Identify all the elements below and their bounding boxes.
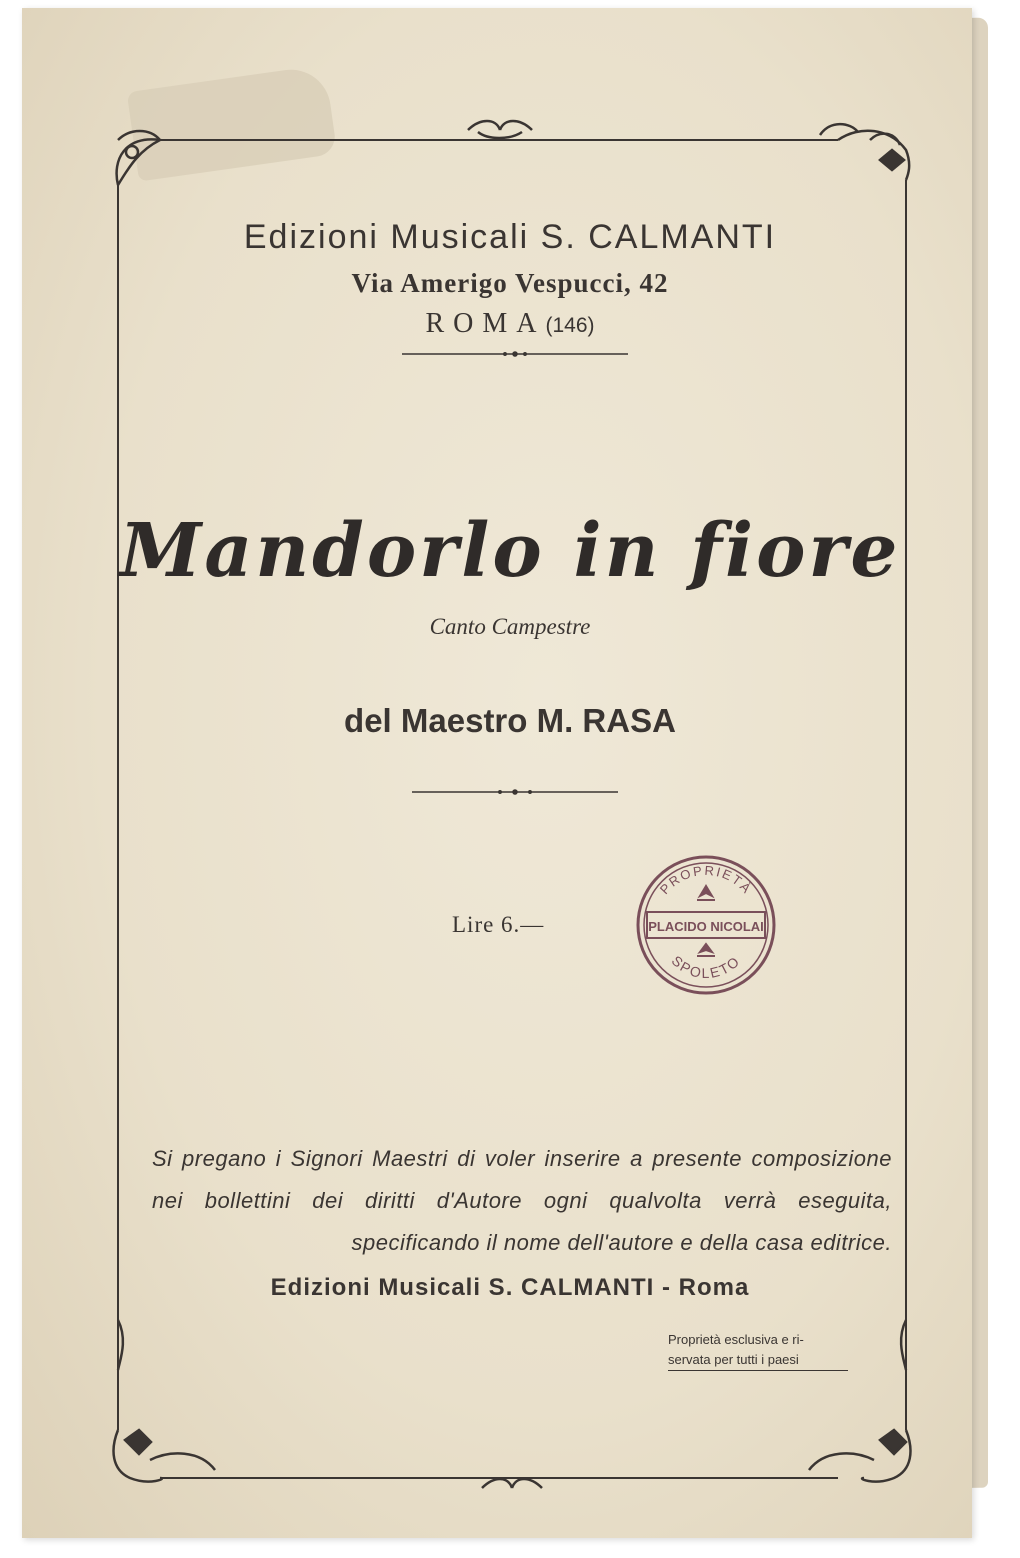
stamp-bottom-text: SPOLETO	[668, 952, 744, 982]
price-label: Lire 6.—	[452, 912, 545, 937]
city-name: ROMA	[425, 308, 546, 339]
publisher-address: Via Amerigo Vespucci, 42	[351, 268, 669, 298]
ownership-stamp	[633, 852, 779, 998]
publisher-heading: Edizioni Musicali S. CALMANTI	[243, 218, 777, 256]
bottom-center-ornament	[482, 1479, 542, 1488]
corner-ornament-top-right	[820, 124, 909, 180]
fleur-de-lis-icon	[697, 886, 715, 900]
stamp-middle-text: PLACIDO NICOLAI	[648, 919, 764, 934]
composer-line: del Maestro M. RASA	[344, 702, 676, 739]
rights-note	[668, 1330, 848, 1371]
rights-line-1: Proprietà esclusiva e ri-	[668, 1332, 804, 1347]
work-subtitle: Canto Campestre	[429, 614, 591, 639]
fleur-de-lis-icon-small	[697, 944, 715, 956]
stamp-top-text: PROPRIETÀ	[656, 862, 756, 898]
top-center-ornament	[468, 121, 532, 138]
rights-line-2: servata per tutti i paesi	[668, 1352, 799, 1367]
corner-ornament-top-left	[117, 131, 160, 185]
publisher-city	[0, 308, 1020, 340]
city-code: (146)	[545, 314, 595, 337]
copyright-notice: Si pregano i Signori Maestri di voler inserire a presente composizione nei bollettini dei diritti d'Autore ogni qualvolta verrà eseguita, specificando il nome dell'autore e della casa editrice.	[152, 1146, 892, 1255]
header-rule	[402, 352, 628, 356]
work-title: Mandorlo in fiore	[119, 508, 901, 594]
footer-publisher: Edizioni Musicali S. CALMANTI - Roma	[270, 1274, 750, 1301]
corner-ornament-bottom-left	[114, 1320, 215, 1482]
composer-rule	[412, 790, 618, 794]
